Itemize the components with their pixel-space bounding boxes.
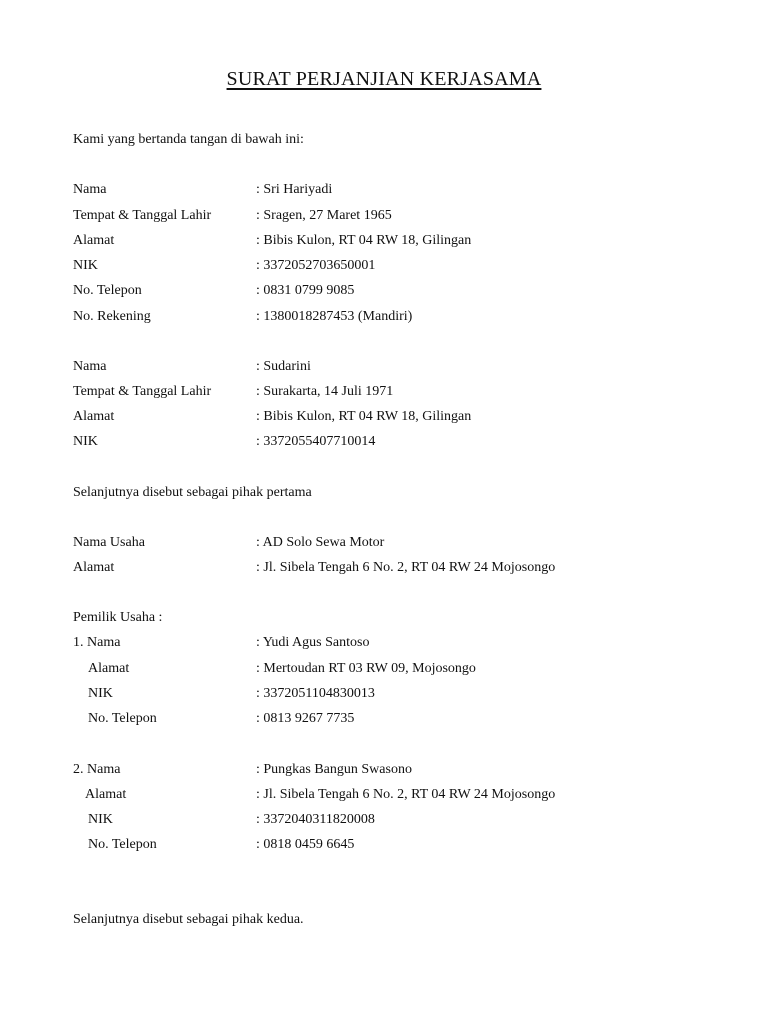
field-value: : AD Solo Sewa Motor <box>256 535 385 550</box>
field-label: Tempat & Tanggal Lahir <box>73 208 212 223</box>
p2-birth-row <box>73 383 713 401</box>
field-label: No. Telepon <box>73 283 142 298</box>
field-value: : Bibis Kulon, RT 04 RW 18, Gilingan <box>256 409 472 424</box>
field-value: : 3372051104830013 <box>256 686 375 701</box>
owner1-nik-row <box>73 685 713 703</box>
field-value: : 1380018287453 (Mandiri) <box>256 309 413 324</box>
field-value: : Mertoudan RT 03 RW 09, Mojosongo <box>256 661 476 676</box>
field-label: Alamat <box>73 560 115 575</box>
field-value: : Jl. Sibela Tengah 6 No. 2, RT 04 RW 24 Mojosongo <box>256 787 556 802</box>
field-value: : 3372055407710014 <box>256 434 376 449</box>
field-value: : Yudi Agus Santoso <box>256 635 370 650</box>
field-label: Nama Usaha <box>73 535 145 550</box>
owner2-name-row <box>73 761 713 779</box>
p1-name-row <box>73 181 713 199</box>
field-value: : 0831 0799 9085 <box>256 283 355 298</box>
business-address-row <box>73 559 713 577</box>
field-label: No. Rekening <box>73 309 151 324</box>
field-label: Alamat <box>73 233 115 248</box>
owner1-name-row <box>73 634 713 652</box>
owner2-address-row <box>73 786 713 804</box>
field-value: : 3372052703650001 <box>256 258 376 273</box>
field-value: : 0818 0459 6645 <box>256 837 355 852</box>
owner1-phone-row <box>73 710 713 728</box>
field-label: No. Telepon <box>88 711 157 726</box>
field-label: NIK <box>88 686 113 701</box>
field-label: 1. Nama <box>73 635 121 650</box>
field-label: Alamat <box>73 409 115 424</box>
field-value: : Sri Hariyadi <box>256 182 333 197</box>
owner2-phone-row <box>73 836 713 854</box>
owners-heading: Pemilik Usaha : <box>73 610 163 625</box>
owner1-address-row <box>73 660 713 678</box>
intro-text: Kami yang bertanda tangan di bawah ini: <box>73 132 304 147</box>
field-value: : 3372040311820008 <box>256 812 375 827</box>
p2-address-row <box>73 408 713 426</box>
p1-nik-row <box>73 257 713 275</box>
field-label: Nama <box>73 359 107 374</box>
p1-birth-row <box>73 207 713 225</box>
field-label: NIK <box>73 434 98 449</box>
p2-name-row <box>73 358 713 376</box>
field-label: Alamat <box>88 661 130 676</box>
field-value: : Pungkas Bangun Swasono <box>256 762 412 777</box>
field-value: : Jl. Sibela Tengah 6 No. 2, RT 04 RW 24 Mojosongo <box>256 560 556 575</box>
field-label: Tempat & Tanggal Lahir <box>73 384 212 399</box>
document-title: SURAT PERJANJIAN KERJASAMA <box>226 68 542 90</box>
field-value: : 0813 9267 7735 <box>256 711 355 726</box>
field-value: : Sragen, 27 Maret 1965 <box>256 208 392 223</box>
field-value: : Surakarta, 14 Juli 1971 <box>256 384 394 399</box>
field-label: NIK <box>73 258 98 273</box>
p1-account-row <box>73 308 713 326</box>
p1-address-row <box>73 232 713 250</box>
owner2-nik-row <box>73 811 713 829</box>
p2-nik-row <box>73 433 713 451</box>
field-label: Nama <box>73 182 107 197</box>
party1-closing-text: Selanjutnya disebut sebagai pihak pertama <box>73 485 312 500</box>
p1-phone-row <box>73 282 713 300</box>
field-label: No. Telepon <box>88 837 157 852</box>
business-name-row <box>73 534 713 552</box>
field-label: 2. Nama <box>73 762 121 777</box>
field-label: Alamat <box>85 787 127 802</box>
field-label: NIK <box>88 812 113 827</box>
field-value: : Bibis Kulon, RT 04 RW 18, Gilingan <box>256 233 472 248</box>
party2-closing-text: Selanjutnya disebut sebagai pihak kedua. <box>73 912 304 927</box>
field-value: : Sudarini <box>256 359 311 374</box>
